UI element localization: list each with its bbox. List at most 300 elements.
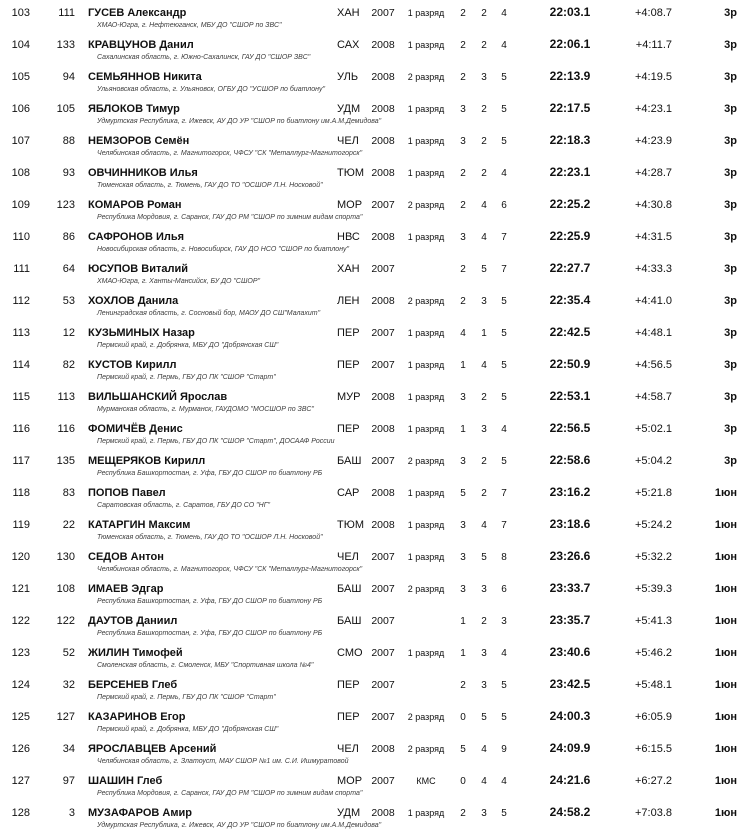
penalty-lap1: 0	[460, 776, 466, 787]
region-code: МОР	[337, 199, 363, 211]
place-cell: 120	[11, 551, 30, 563]
result-row	[0, 514, 750, 546]
bib-cell: 123	[56, 199, 75, 211]
athlete-name: ЯБЛОКОВ Тимур	[88, 103, 180, 115]
place-cell: 113	[12, 327, 30, 339]
athlete-club: Ульяновская область, г. Ульяновск, ОГБУ ДО "УСШОР по биатлону"	[97, 86, 325, 94]
athlete-club: Удмуртская Республика, г. Ижевск, АУ ДО УР "СШОР по биатлону им.А.М.Демидова"	[97, 118, 382, 126]
penalty-lap2: 4	[481, 520, 487, 531]
place-cell: 112	[12, 295, 30, 307]
penalty-lap2: 3	[481, 680, 487, 691]
result-row	[0, 578, 750, 610]
finish-time: 23:35.7	[549, 613, 591, 627]
birth-year: 2007	[371, 359, 395, 371]
penalty-lap1: 2	[460, 264, 466, 275]
finish-time: 24:58.2	[549, 805, 591, 819]
athlete-cell	[75, 423, 335, 446]
penalty-lap2: 2	[481, 616, 487, 627]
penalty-lap1: 3	[460, 456, 466, 467]
athlete-cell	[75, 199, 363, 222]
penalty-total: 4	[501, 424, 507, 435]
time-gap: +5:04.2	[634, 455, 672, 467]
qualified-rank: 1юн	[714, 615, 737, 627]
region-code: ПЕР	[337, 327, 360, 339]
penalty-lap2: 2	[481, 168, 487, 179]
result-row	[0, 610, 750, 642]
place-cell: 127	[11, 775, 30, 787]
penalty-lap1: 1	[460, 424, 466, 435]
bib-cell: 113	[57, 391, 75, 403]
athlete-cell	[75, 455, 326, 478]
penalty-lap2: 2	[481, 40, 487, 51]
bib-cell: 53	[62, 295, 75, 307]
finish-time: 24:09.9	[549, 741, 591, 755]
birth-year: 2008	[371, 135, 395, 147]
athlete-club: Тюменская область, г. Тюмень, ГАУ ДО ТО "ОСШОР Л.Н. Носковой"	[97, 534, 323, 542]
penalty-lap2: 3	[481, 424, 487, 435]
birth-year: 2008	[371, 231, 395, 243]
athlete-cell	[75, 551, 363, 574]
region-code: САР	[337, 487, 360, 499]
penalty-lap1: 3	[460, 136, 466, 147]
result-row	[0, 322, 750, 354]
birth-year: 2007	[371, 327, 395, 339]
athlete-name: ЯРОСЛАВЦЕВ Арсений	[88, 743, 217, 755]
time-gap: +5:24.2	[634, 519, 672, 531]
place-cell: 123	[11, 647, 30, 659]
penalty-lap1: 1	[460, 648, 466, 659]
region-code: МОР	[337, 775, 363, 787]
region-code: УЛЬ	[337, 71, 359, 83]
birth-year: 2007	[371, 583, 395, 595]
finish-time: 23:42.5	[549, 677, 591, 691]
qualified-rank: 3р	[724, 423, 737, 435]
penalty-lap2: 2	[481, 136, 487, 147]
birth-year: 2008	[371, 167, 395, 179]
athlete-cell	[75, 391, 326, 414]
athlete-name: ДАУТОВ Даниил	[88, 615, 178, 627]
athlete-cell	[75, 711, 326, 734]
region-code: МУР	[337, 391, 361, 403]
athlete-club: Челябинская область, г. Магнитогорск, ЧФСУ "СК "Металлург-Магнитогорск"	[97, 566, 363, 574]
time-gap: +4:56.5	[634, 359, 672, 371]
birth-year: 2007	[371, 711, 395, 723]
qualified-rank: 3р	[724, 103, 737, 115]
penalty-lap1: 3	[460, 104, 466, 115]
time-gap: +4:11.7	[635, 39, 672, 51]
qualified-rank: 3р	[724, 167, 737, 179]
finish-time: 22:03.1	[549, 5, 591, 19]
penalty-lap2: 2	[481, 456, 487, 467]
finish-time: 22:17.5	[549, 101, 591, 115]
place-cell: 104	[11, 39, 30, 51]
time-gap: +5:46.2	[634, 647, 672, 659]
athlete-club: Тюменская область, г. Тюмень, ГАУ ДО ТО "ОСШОР Л.Н. Носковой"	[97, 182, 323, 190]
time-gap: +5:48.1	[634, 679, 672, 691]
athlete-cell	[75, 487, 326, 510]
athlete-cell	[75, 743, 349, 766]
sports-rank: 1 разряд	[407, 168, 445, 178]
penalty-lap2: 2	[481, 488, 487, 499]
penalty-lap1: 3	[460, 552, 466, 563]
finish-time: 23:26.6	[549, 549, 591, 563]
bib-cell: 135	[56, 455, 75, 467]
region-code: ПЕР	[337, 679, 360, 691]
sports-rank: 1 разряд	[407, 8, 445, 18]
result-row	[0, 290, 750, 322]
penalty-total: 5	[501, 136, 507, 147]
athlete-club: Мурманская область, г. Мурманск, ГАУДОМО "МОСШОР по ЗВС"	[97, 406, 314, 414]
qualified-rank: 1юн	[714, 807, 737, 819]
region-code: ЧЕЛ	[337, 135, 359, 147]
penalty-total: 4	[501, 168, 507, 179]
bib-cell: 130	[56, 551, 75, 563]
finish-time: 22:56.5	[549, 421, 591, 435]
penalty-total: 7	[501, 264, 507, 275]
region-code: УДМ	[337, 807, 361, 819]
athlete-name: МЕЩЕРЯКОВ Кирилл	[88, 455, 206, 467]
place-cell: 106	[11, 103, 30, 115]
penalty-total: 7	[501, 520, 507, 531]
athlete-club: Республика Башкортостан, г. Уфа, ГБУ ДО СШОР по биатлону РБ	[97, 630, 323, 638]
penalty-lap1: 4	[460, 328, 466, 339]
birth-year: 2008	[371, 423, 395, 435]
athlete-name: ИМАЕВ Эдгар	[88, 583, 164, 595]
athlete-name: СЕДОВ Антон	[88, 551, 164, 563]
athlete-cell	[75, 807, 382, 830]
penalty-total: 6	[501, 584, 507, 595]
bib-cell: 94	[62, 71, 75, 83]
bib-cell: 83	[62, 487, 75, 499]
penalty-lap2: 4	[481, 776, 487, 787]
bib-cell: 88	[62, 135, 75, 147]
result-row	[0, 130, 750, 162]
athlete-club: Республика Мордовия, г. Саранск, ГАУ ДО РМ "СШОР по зимним видам спорта"	[97, 214, 363, 222]
athlete-cell	[75, 135, 363, 158]
athlete-club: Удмуртская Республика, г. Ижевск, АУ ДО УР "СШОР по биатлону им.А.М.Демидова"	[97, 822, 382, 830]
sports-rank: 1 разряд	[407, 136, 445, 146]
penalty-total: 5	[501, 360, 507, 371]
region-code: ТЮМ	[337, 519, 364, 531]
time-gap: +5:02.1	[634, 423, 672, 435]
athlete-name: КАЗАРИНОВ Егор	[88, 711, 186, 723]
penalty-lap2: 3	[481, 648, 487, 659]
penalty-total: 4	[501, 776, 507, 787]
bib-cell: 93	[62, 167, 75, 179]
qualified-rank: 3р	[724, 263, 737, 275]
region-code: ЧЕЛ	[337, 743, 359, 755]
athlete-club: Сахалинская область, г. Южно-Сахалинск, ГАУ ДО "СШОР ЗВС"	[97, 54, 311, 62]
bib-cell: 111	[58, 7, 75, 19]
time-gap: +5:32.2	[634, 551, 672, 563]
penalty-lap1: 1	[460, 616, 466, 627]
sports-rank: 1 разряд	[407, 360, 445, 370]
athlete-club: Саратовская область, г. Саратов, ГБУ ДО СО "НГ"	[97, 502, 271, 510]
result-row	[0, 802, 750, 833]
time-gap: +5:21.8	[634, 487, 672, 499]
place-cell: 103	[11, 7, 30, 19]
athlete-club: Пермский край, г. Пермь, ГБУ ДО ПК "СШОР "Старт"	[97, 374, 276, 382]
penalty-lap1: 2	[460, 40, 466, 51]
birth-year: 2008	[371, 295, 395, 307]
time-gap: +4:23.9	[634, 135, 672, 147]
athlete-cell	[75, 103, 382, 126]
bib-cell: 108	[56, 583, 75, 595]
bib-cell: 122	[56, 615, 75, 627]
penalty-total: 7	[501, 488, 507, 499]
birth-year: 2007	[371, 455, 395, 467]
sports-rank: 2 разряд	[407, 72, 445, 82]
time-gap: +4:48.1	[634, 327, 672, 339]
sports-rank: 1 разряд	[407, 520, 445, 530]
time-gap: +6:05.9	[634, 711, 672, 723]
result-row	[0, 66, 750, 98]
result-row	[0, 770, 750, 802]
finish-time: 23:40.6	[549, 645, 591, 659]
athlete-name: БЕРСЕНЕВ Глеб	[88, 679, 178, 691]
penalty-total: 5	[501, 456, 507, 467]
penalty-total: 5	[501, 392, 507, 403]
qualified-rank: 1юн	[714, 551, 737, 563]
penalty-lap1: 2	[460, 8, 466, 19]
penalty-lap1: 2	[460, 168, 466, 179]
penalty-lap1: 0	[460, 712, 466, 723]
athlete-cell	[75, 295, 326, 318]
penalty-lap2: 4	[481, 232, 487, 243]
sports-rank: 1 разряд	[407, 552, 445, 562]
athlete-club: Смоленская область, г. Смоленск, МБУ "Спортивная школа №4"	[97, 662, 314, 670]
sports-rank: 2 разряд	[407, 200, 445, 210]
penalty-lap2: 2	[481, 104, 487, 115]
athlete-club: Республика Башкортостан, г. Уфа, ГБУ ДО СШОР по биатлону РБ	[97, 470, 323, 478]
birth-year: 2007	[371, 7, 395, 19]
result-row	[0, 418, 750, 450]
finish-time: 22:18.3	[549, 133, 591, 147]
region-code: ЧЕЛ	[337, 551, 359, 563]
qualified-rank: 1юн	[714, 487, 737, 499]
qualified-rank: 3р	[724, 327, 737, 339]
result-row	[0, 706, 750, 738]
birth-year: 2008	[371, 39, 395, 51]
athlete-cell	[75, 327, 326, 350]
place-cell: 125	[11, 711, 30, 723]
bib-cell: 3	[68, 807, 75, 819]
place-cell: 117	[12, 455, 30, 467]
sports-rank: 2 разряд	[407, 296, 445, 306]
bib-cell: 105	[56, 103, 75, 115]
bib-cell: 116	[57, 423, 75, 435]
athlete-name: ОВЧИННИКОВ Илья	[88, 167, 198, 179]
finish-time: 23:18.6	[549, 517, 591, 531]
region-code: ПЕР	[337, 423, 360, 435]
birth-year: 2007	[371, 263, 395, 275]
sports-rank: КМС	[416, 776, 436, 786]
athlete-name: НЕМЗОРОВ Семён	[88, 135, 190, 147]
bib-cell: 12	[62, 327, 75, 339]
result-row	[0, 34, 750, 66]
qualified-rank: 3р	[724, 199, 737, 211]
athlete-name: КРАВЦУНОВ Данил	[88, 39, 194, 51]
penalty-lap1: 2	[460, 296, 466, 307]
sports-rank: 1 разряд	[407, 808, 445, 818]
result-row	[0, 98, 750, 130]
athlete-name: ФОМИЧЁВ Денис	[88, 423, 183, 435]
bib-cell: 127	[56, 711, 75, 723]
penalty-total: 5	[501, 296, 507, 307]
athlete-club: Новосибирская область, г. Новосибирск, ГАУ ДО НСО "СШОР по биатлону"	[97, 246, 350, 254]
sports-rank: 2 разряд	[407, 456, 445, 466]
finish-time: 22:27.7	[549, 261, 591, 275]
result-row	[0, 2, 750, 34]
bib-cell: 64	[62, 263, 75, 275]
athlete-club: ХМАО-Югра, г. Ханты-Мансийск, БУ ДО "СШОР"	[97, 278, 261, 286]
region-code: САХ	[337, 39, 360, 51]
place-cell: 114	[12, 359, 30, 371]
sports-rank: 2 разряд	[407, 744, 445, 754]
qualified-rank: 1юн	[714, 679, 737, 691]
athlete-name: ЮСУПОВ Виталий	[88, 263, 189, 275]
athlete-name: ГУСЕВ Александр	[88, 7, 187, 19]
result-row	[0, 674, 750, 706]
penalty-total: 5	[501, 72, 507, 83]
place-cell: 124	[11, 679, 30, 691]
penalty-lap2: 2	[481, 8, 487, 19]
athlete-name: КАТАРГИН Максим	[88, 519, 191, 531]
penalty-lap1: 2	[460, 808, 466, 819]
penalty-lap1: 3	[460, 232, 466, 243]
penalty-total: 4	[501, 648, 507, 659]
sports-rank: 1 разряд	[407, 488, 445, 498]
birth-year: 2008	[371, 519, 395, 531]
penalty-lap1: 2	[460, 200, 466, 211]
sports-rank: 2 разряд	[407, 712, 445, 722]
time-gap: +4:58.7	[634, 391, 672, 403]
penalty-lap1: 3	[460, 584, 466, 595]
time-gap: +5:39.3	[634, 583, 672, 595]
penalty-total: 5	[501, 680, 507, 691]
penalty-lap2: 4	[481, 200, 487, 211]
finish-time: 22:06.1	[549, 37, 591, 51]
region-code: СМО	[337, 647, 363, 659]
birth-year: 2008	[371, 743, 395, 755]
finish-time: 23:16.2	[549, 485, 591, 499]
athlete-cell	[75, 71, 326, 94]
finish-time: 22:50.9	[549, 357, 591, 371]
time-gap: +5:41.3	[634, 615, 672, 627]
penalty-total: 5	[501, 712, 507, 723]
birth-year: 2008	[371, 487, 395, 499]
place-cell: 115	[12, 391, 30, 403]
penalty-lap2: 1	[481, 328, 487, 339]
place-cell: 118	[12, 487, 30, 499]
sports-rank: 2 разряд	[407, 584, 445, 594]
qualified-rank: 3р	[724, 135, 737, 147]
time-gap: +6:27.2	[634, 775, 672, 787]
athlete-club: Пермский край, г. Добрянка, МБУ ДО "Добрянская СШ"	[97, 342, 279, 350]
athlete-club: Челябинская область, г. Златоуст, МАУ СШОР №1 им. С.И. Ишмуратовой	[97, 758, 349, 766]
sports-rank: 1 разряд	[407, 232, 445, 242]
athlete-name: ШАШИН Глеб	[88, 775, 163, 787]
birth-year: 2007	[371, 551, 395, 563]
athlete-club: Пермский край, г. Добрянка, МБУ ДО "Добрянская СШ"	[97, 726, 279, 734]
sports-rank: 1 разряд	[407, 648, 445, 658]
bib-cell: 22	[62, 519, 75, 531]
birth-year: 2007	[371, 647, 395, 659]
finish-time: 22:25.9	[549, 229, 591, 243]
region-code: ТЮМ	[337, 167, 364, 179]
qualified-rank: 1юн	[714, 775, 737, 787]
region-code: БАШ	[337, 615, 362, 627]
time-gap: +4:28.7	[634, 167, 672, 179]
athlete-club: ХМАО-Югра, г. Нефтеюганск, МБУ ДО "СШОР по ЗВС"	[97, 22, 282, 30]
finish-time: 22:35.4	[549, 293, 591, 307]
penalty-total: 4	[501, 8, 507, 19]
penalty-lap1: 3	[460, 520, 466, 531]
bib-cell: 32	[62, 679, 75, 691]
penalty-total: 8	[501, 552, 507, 563]
place-cell: 119	[12, 519, 30, 531]
time-gap: +4:31.5	[634, 231, 672, 243]
region-code: БАШ	[337, 455, 362, 467]
athlete-club: Республика Башкортостан, г. Уфа, ГБУ ДО СШОР по биатлону РБ	[97, 598, 323, 606]
finish-time: 22:23.1	[549, 165, 591, 179]
bib-cell: 97	[62, 775, 75, 787]
sports-rank: 1 разряд	[407, 392, 445, 402]
time-gap: +4:08.7	[634, 7, 672, 19]
athlete-cell	[75, 679, 326, 702]
time-gap: +7:03.8	[634, 807, 672, 819]
region-code: ПЕР	[337, 711, 360, 723]
athlete-cell	[75, 39, 326, 62]
penalty-lap2: 5	[481, 552, 487, 563]
penalty-total: 5	[501, 328, 507, 339]
penalty-lap2: 5	[481, 264, 487, 275]
athlete-cell	[75, 583, 326, 606]
penalty-total: 7	[501, 232, 507, 243]
bib-cell: 52	[62, 647, 75, 659]
penalty-lap2: 3	[481, 72, 487, 83]
bib-cell: 86	[62, 231, 75, 243]
qualified-rank: 1юн	[714, 583, 737, 595]
result-row	[0, 354, 750, 386]
qualified-rank: 3р	[724, 391, 737, 403]
athlete-cell	[75, 775, 363, 798]
birth-year: 2007	[371, 775, 395, 787]
athlete-name: МУЗАФАРОВ Амир	[88, 807, 192, 819]
qualified-rank: 3р	[724, 359, 737, 371]
penalty-total: 3	[501, 616, 507, 627]
athlete-name: КУСТОВ Кирилл	[88, 359, 177, 371]
birth-year: 2007	[371, 615, 395, 627]
penalty-total: 6	[501, 200, 507, 211]
birth-year: 2008	[371, 103, 395, 115]
penalty-lap2: 3	[481, 584, 487, 595]
time-gap: +4:33.3	[634, 263, 672, 275]
finish-time: 22:58.6	[549, 453, 591, 467]
region-code: ЛЕН	[337, 295, 360, 307]
region-code: ХАН	[337, 263, 360, 275]
penalty-total: 9	[501, 744, 507, 755]
place-cell: 109	[11, 199, 30, 211]
athlete-cell	[75, 615, 326, 638]
athlete-cell	[75, 519, 326, 542]
qualified-rank: 3р	[724, 71, 737, 83]
penalty-lap2: 3	[481, 808, 487, 819]
athlete-club: Пермский край, г. Пермь, ГБУ ДО ПК "СШОР "Старт"	[97, 694, 276, 702]
place-cell: 122	[11, 615, 30, 627]
qualified-rank: 3р	[724, 7, 737, 19]
place-cell: 105	[11, 71, 30, 83]
